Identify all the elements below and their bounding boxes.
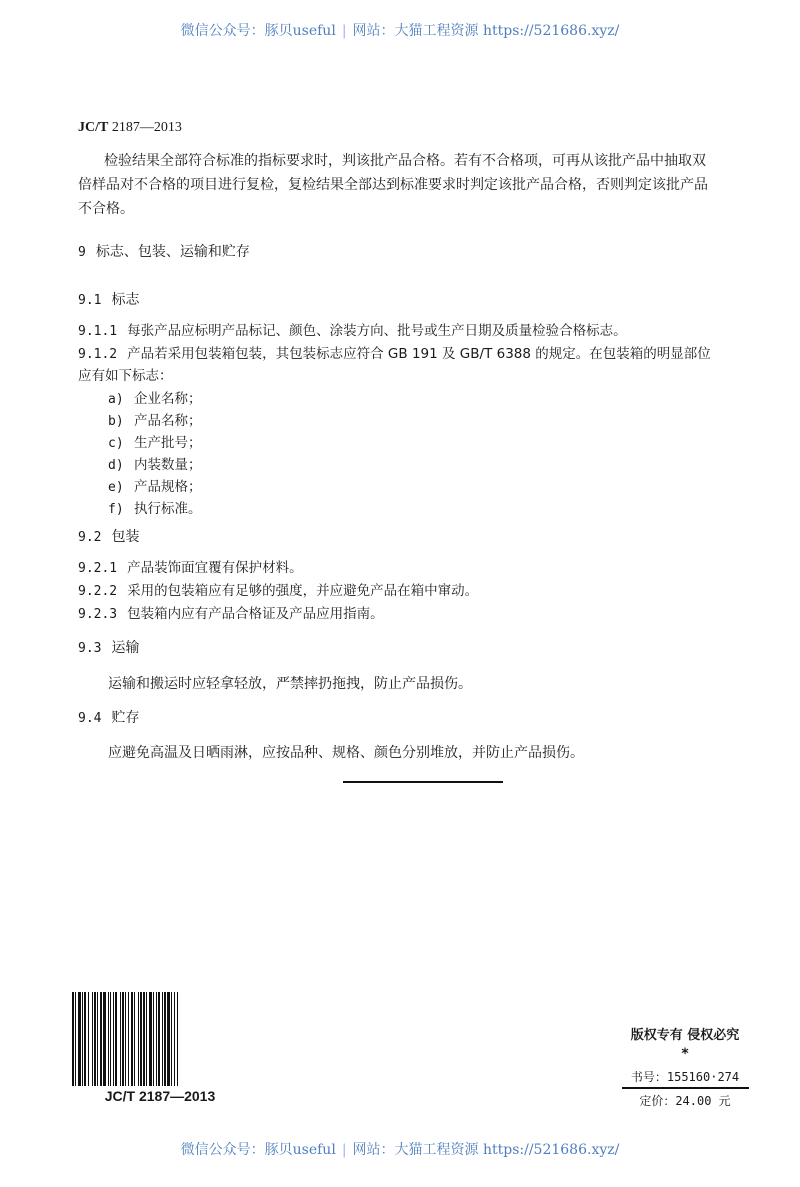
list-text: 企业名称；	[134, 391, 202, 407]
list-marker: f)	[108, 502, 124, 517]
clause-number: 9.2.3	[78, 607, 118, 622]
section-number: 9.4	[78, 711, 102, 726]
book-number-label: 书号：	[630, 1070, 667, 1084]
intro-line-1: 检验结果全部符合标准的指标要求时，判该批产品合格。若有不合格项，可再从该批产品中抽取双	[104, 153, 706, 169]
section-9-3-heading	[78, 637, 139, 657]
clause-text: 采用的包装箱应有足够的强度，并应避免产品在箱中窜动。	[127, 583, 479, 599]
list-item-d	[108, 453, 202, 473]
section-9-3-text: 运输和搬运时应轻拿轻放，严禁摔扔拖拽，防止产品损伤。	[108, 676, 472, 692]
section-title: 标志、包装、运输和贮存	[95, 244, 250, 260]
section-9-1-heading	[78, 289, 139, 309]
clause-text: 每张产品应标明产品标记、颜色、涂装方向、批号或生产日期及质量检验合格标志。	[127, 323, 627, 339]
clause-9-2-1	[78, 556, 303, 576]
price-divider	[622, 1087, 749, 1089]
section-9-2-heading	[78, 526, 139, 546]
clause-text: 产品装饰面宜覆有保护材料。	[127, 560, 303, 576]
watermark-bottom	[0, 1139, 800, 1159]
list-marker: b)	[108, 414, 124, 429]
clause-9-2-2	[78, 579, 478, 599]
section-title: 标志	[111, 292, 140, 308]
watermark-separator: |	[341, 1142, 347, 1158]
section-number: 9	[78, 245, 86, 260]
clause-number: 9.2.2	[78, 584, 118, 599]
section-number: 9.3	[78, 641, 102, 656]
book-number	[610, 1068, 760, 1085]
clause-number: 9.2.1	[78, 561, 118, 576]
intro-line-2: 倍样品对不合格的项目进行复检，复检结果全部达到标准要求时判定该批产品合格，否则判定该批产品	[78, 177, 708, 193]
clause-9-1-2-continued: 应有如下标志：	[78, 368, 173, 384]
list-text: 内装数量；	[134, 457, 202, 473]
list-text: 执行标准。	[134, 501, 202, 517]
list-item-e	[108, 475, 202, 495]
section-9-heading	[78, 241, 250, 261]
barcode-label: JC/T 2187—2013	[104, 1088, 216, 1104]
barcode-bar	[178, 992, 179, 1086]
list-marker: e)	[108, 480, 124, 495]
section-number: 9.2	[78, 530, 102, 545]
clause-text: 包装箱内应有产品合格证及产品应用指南。	[127, 606, 384, 622]
list-text: 生产批号；	[134, 435, 202, 451]
section-title: 运输	[111, 640, 140, 656]
list-marker: a)	[108, 392, 124, 407]
section-9-4-heading	[78, 707, 139, 727]
list-item-a	[108, 387, 202, 407]
barcode	[72, 992, 248, 1086]
watermark-wechat: 微信公众号：豚贝useful	[180, 1142, 336, 1158]
book-number-value: 155160·274	[666, 1070, 740, 1084]
clause-text: 产品若采用包装箱包装，其包装标志应符合 GB 191 及 GB/T 6388 的规定。在包装箱的明显部位	[127, 346, 711, 362]
clause-9-2-3	[78, 602, 384, 622]
watermark-website: 网站：大猫工程资源 https://521686.xyz/	[352, 23, 620, 39]
list-text: 产品名称；	[134, 413, 202, 429]
watermark-wechat: 微信公众号：豚贝useful	[180, 23, 336, 39]
clause-number: 9.1.1	[78, 324, 118, 339]
list-text: 产品规格；	[134, 479, 202, 495]
list-item-f	[108, 497, 202, 517]
watermark-website: 网站：大猫工程资源 https://521686.xyz/	[352, 1142, 620, 1158]
copyright-notice: 版权专有 侵权必究	[630, 1028, 740, 1043]
list-item-c	[108, 431, 202, 451]
document-code-prefix: JC/T	[78, 120, 109, 135]
star-mark: *	[681, 1046, 689, 1062]
list-marker: c)	[108, 436, 124, 451]
document-code-number: 2187—2013	[111, 120, 182, 135]
watermark-top	[0, 20, 800, 40]
price-label: 定价：	[639, 1094, 676, 1108]
section-title: 包装	[111, 529, 140, 545]
intro-line-3: 不合格。	[78, 201, 134, 217]
section-9-4-text: 应避免高温及日晒雨淋，应按品种、规格、颜色分别堆放，并防止产品损伤。	[108, 745, 584, 761]
section-number: 9.1	[78, 293, 102, 308]
clause-number: 9.1.2	[78, 347, 118, 362]
watermark-separator: |	[341, 23, 347, 39]
list-item-b	[108, 409, 202, 429]
price-value: 24.00 元	[675, 1094, 731, 1108]
end-of-text-rule	[343, 781, 503, 783]
section-title: 贮存	[111, 710, 140, 726]
price	[610, 1092, 760, 1109]
list-marker: d)	[108, 458, 124, 473]
clause-9-1-2	[78, 342, 711, 362]
document-code	[78, 120, 182, 136]
clause-9-1-1	[78, 319, 627, 339]
